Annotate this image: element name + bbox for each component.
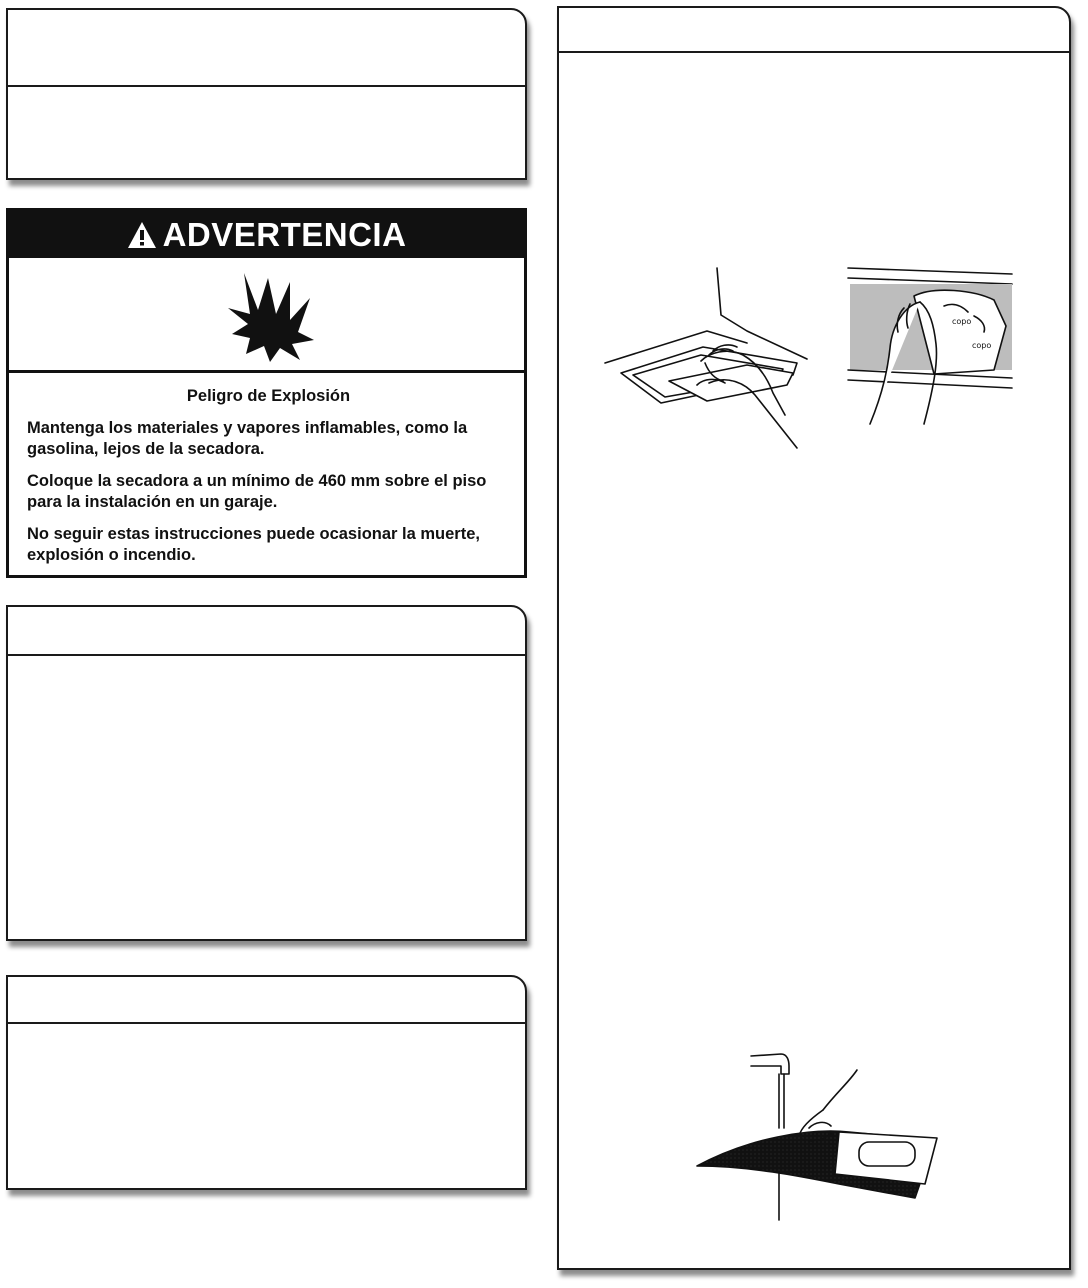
section-box-1	[6, 8, 527, 180]
warning-symbol-panel	[9, 258, 524, 373]
warning-title: ADVERTENCIA	[162, 215, 407, 253]
section-header	[8, 10, 525, 87]
lint-wiping-illustration	[844, 266, 1014, 431]
section-box-3	[6, 975, 527, 1190]
lint-screen-removal-illustration	[597, 263, 817, 453]
warning-text	[27, 387, 510, 577]
hazard-title: Peligro de Explosión	[186, 387, 351, 405]
warning-instruction: Mantenga los materiales y vapores inflamables, como la gasolina, lejos de la secadora.	[27, 419, 468, 458]
lint-screen-washing-illustration	[689, 1048, 949, 1228]
section-box-right	[557, 6, 1071, 1270]
warning-instruction: Coloque la secadora a un mínimo de 460 mm sobre el piso para la instalación en un garaje.	[27, 472, 487, 511]
warning-header	[9, 211, 524, 258]
section-header	[559, 8, 1069, 53]
warning-box	[6, 208, 527, 578]
warning-triangle-icon	[127, 221, 157, 249]
explosion-icon	[224, 268, 324, 364]
warning-consequence: No seguir estas instrucciones puede ocasionar la muerte, explosión o incendio.	[27, 525, 480, 564]
svg-text:copo: copo	[972, 341, 992, 350]
section-box-2	[6, 605, 527, 941]
section-header	[8, 977, 525, 1024]
section-header	[8, 607, 525, 656]
svg-text:copo: copo	[952, 317, 972, 326]
